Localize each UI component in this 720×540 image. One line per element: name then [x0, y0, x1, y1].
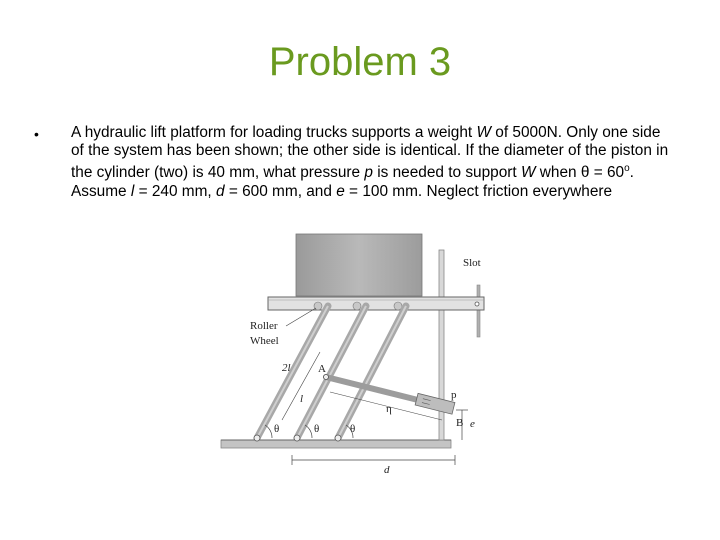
roller-leader [286, 308, 316, 326]
label-wheel: Wheel [250, 335, 279, 347]
text-segment: when θ = 60 [535, 164, 625, 182]
ground-base [221, 440, 451, 448]
text-segment: A hydraulic lift platform for loading trucks supports a weight [71, 124, 477, 141]
label-b: B [456, 417, 464, 429]
variable-d: d [216, 182, 225, 200]
variable-l: l [130, 182, 135, 200]
pin-a [324, 375, 329, 380]
text-segment: . Assume [71, 164, 634, 200]
text-segment: of 5000N. Only one side of the system has been shown; the other side is identical. If the diameter of the piston in the cylinder (two) is 40 mm, what pressure [71, 124, 669, 182]
weight-box [296, 234, 422, 296]
platform-beam [268, 297, 484, 310]
label-theta: θ [314, 423, 320, 435]
label-d: d [384, 464, 390, 476]
label-p: p [451, 389, 457, 401]
label-e: e [470, 418, 475, 430]
roller-wheel [353, 302, 361, 310]
slide-title: Problem 3 [268, 40, 452, 84]
text-segment: is needed to support [372, 164, 521, 182]
piston-rod [326, 377, 418, 400]
hydraulic-cylinder [415, 393, 455, 414]
text-segment: = 240 mm, [134, 182, 216, 200]
lift-leg [297, 306, 366, 438]
pivot-pin [335, 435, 341, 441]
label-eta: η [386, 403, 392, 415]
bullet-marker: • [34, 126, 39, 142]
pivot-pin [254, 435, 260, 441]
lift-leg [338, 306, 406, 438]
label-roller: Roller [250, 320, 278, 332]
label-slot: Slot [463, 257, 481, 269]
pivot-pin [294, 435, 300, 441]
label-theta: θ [274, 423, 280, 435]
label-theta: θ [350, 423, 356, 435]
variable-w: W [476, 124, 492, 141]
variable-p: p [364, 164, 373, 182]
slot-pin [475, 302, 479, 306]
label-2l: 2l [282, 362, 291, 374]
slot-bar [477, 285, 480, 337]
label-a: A [318, 363, 326, 375]
degree-mark: o [624, 163, 630, 175]
text-segment: = 600 mm, and [224, 182, 337, 200]
label-l: l [300, 393, 304, 405]
variable-w: W [520, 164, 536, 182]
variable-e: e [336, 182, 345, 200]
text-segment: = 100 mm. Neglect friction everywhere [344, 182, 613, 200]
